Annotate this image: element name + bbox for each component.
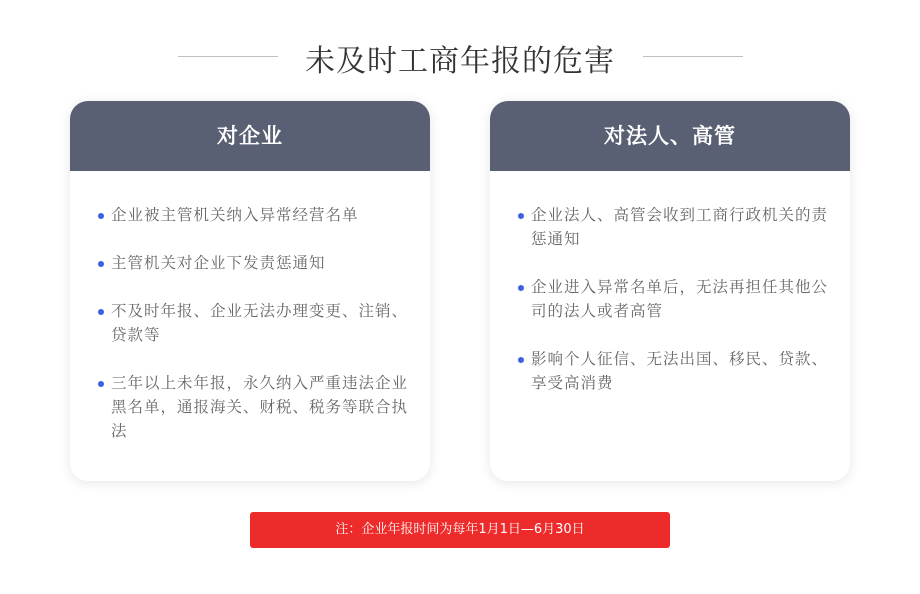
list-item <box>518 347 828 395</box>
bullet-dot-icon <box>518 285 524 291</box>
bullet-dot-icon <box>518 357 524 363</box>
list-item <box>98 203 408 227</box>
list-item-text: 三年以上未年报，永久纳入严重违法企业黑名单，通报海关、财税、税务等联合执法 <box>111 374 409 440</box>
card-list <box>490 171 850 395</box>
list-item-text: 主管机关对企业下发责惩通知 <box>111 254 326 272</box>
list-item-text: 企业法人、高管会收到工商行政机关的责惩通知 <box>531 206 829 248</box>
card-enterprise <box>70 101 430 481</box>
card-list <box>70 171 430 443</box>
card-heading: 对法人、高管 <box>490 101 850 171</box>
list-item-text: 影响个人征信、无法出国、移民、贷款、享受高消费 <box>531 350 829 392</box>
list-item <box>518 203 828 251</box>
list-item <box>98 299 408 347</box>
list-item-text: 企业被主管机关纳入异常经营名单 <box>111 206 359 224</box>
page-title: 未及时工商年报的危害 <box>305 44 615 79</box>
bullet-dot-icon <box>98 261 104 267</box>
bullet-dot-icon <box>518 213 524 219</box>
list-item-text: 企业进入异常名单后，无法再担任其他公司的法人或者高管 <box>531 278 829 320</box>
list-item-text: 不及时年报、企业无法办理变更、注销、贷款等 <box>111 302 409 344</box>
list-item <box>98 371 408 443</box>
list-item <box>98 251 408 275</box>
bullet-dot-icon <box>98 213 104 219</box>
title-section <box>0 28 920 84</box>
bullet-dot-icon <box>98 381 104 387</box>
title-divider-right <box>643 56 743 57</box>
card-legal-person <box>490 101 850 481</box>
list-item <box>518 275 828 323</box>
card-heading: 对企业 <box>70 101 430 171</box>
bullet-dot-icon <box>98 309 104 315</box>
deadline-note: 注：企业年报时间为每年1月1日—6月30日 <box>250 512 670 548</box>
